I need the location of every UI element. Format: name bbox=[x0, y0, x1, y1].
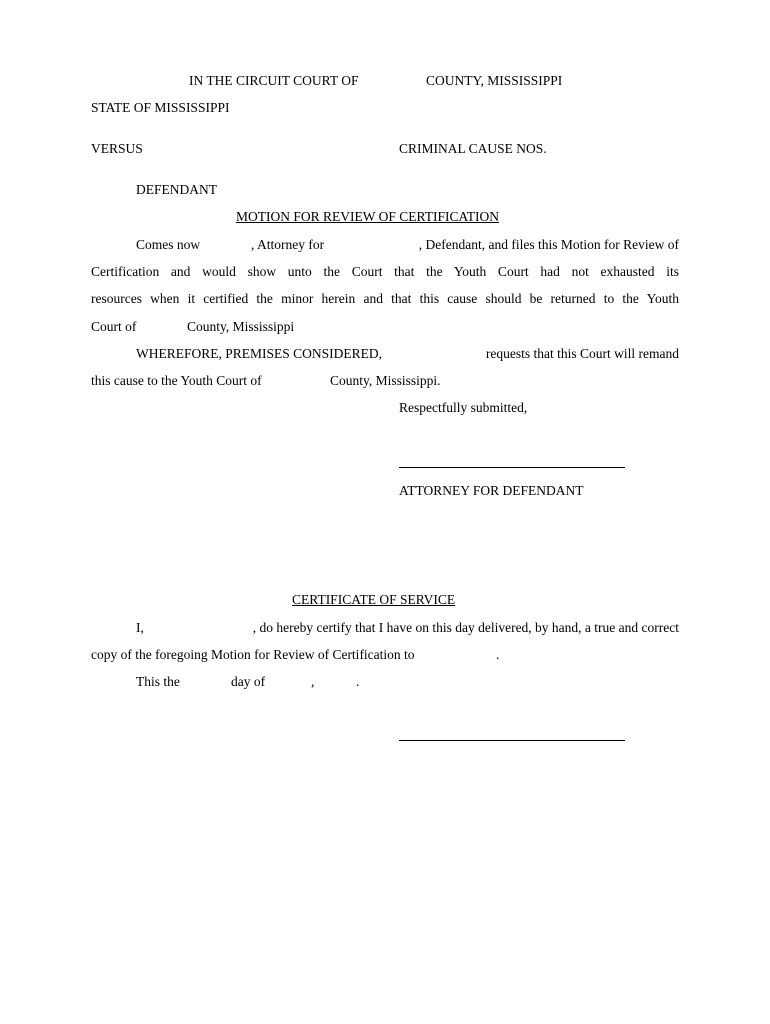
prayer-text: this cause to the Youth Court of bbox=[91, 373, 262, 388]
date-text: . bbox=[356, 674, 360, 689]
certificate-text: . bbox=[496, 647, 500, 662]
date-text: , bbox=[311, 674, 315, 689]
court-name-label: IN THE CIRCUIT COURT OF bbox=[189, 73, 359, 88]
signature-label: ATTORNEY FOR DEFENDANT bbox=[399, 483, 584, 498]
closing-text: Respectfully submitted, bbox=[399, 400, 528, 415]
prayer-text: County, Mississippi. bbox=[330, 373, 441, 388]
date-text: This the bbox=[136, 674, 180, 689]
defendant-label: DEFENDANT bbox=[136, 182, 217, 197]
motion-text: , Attorney for bbox=[251, 237, 325, 252]
motion-text: Comes now bbox=[136, 237, 201, 252]
motion-text: Certification and would show unto the Court that the Youth Court had not exhausted its bbox=[91, 264, 679, 279]
certificate-text: , do hereby certify that I have on this day delivered, by hand, a true and correct bbox=[252, 620, 679, 635]
versus-label: VERSUS bbox=[91, 141, 143, 156]
certificate-text: copy of the foregoing Motion for Review of Certification to bbox=[91, 647, 415, 662]
cause-number-label: CRIMINAL CAUSE NOS. bbox=[399, 141, 547, 156]
motion-text: Court of bbox=[91, 319, 137, 334]
motion-text: resources when it certified the minor herein and that this cause should be returned to the Youth bbox=[91, 291, 679, 306]
signature-line bbox=[399, 467, 625, 468]
prayer-text: requests that this Court will remand bbox=[485, 346, 679, 361]
court-county-label: COUNTY, MISSISSIPPI bbox=[426, 73, 563, 88]
certificate-text: I, bbox=[136, 620, 144, 635]
prayer-text: WHEREFORE, PREMISES CONSIDERED, bbox=[136, 346, 383, 361]
motion-text: , Defendant, and files this Motion for Review of bbox=[418, 237, 679, 252]
certificate-signature-line bbox=[399, 740, 625, 741]
motion-title: MOTION FOR REVIEW OF CERTIFICATION bbox=[236, 209, 499, 224]
certificate-title: CERTIFICATE OF SERVICE bbox=[292, 592, 456, 607]
motion-text: County, Mississippi bbox=[187, 319, 295, 334]
plaintiff-label: STATE OF MISSISSIPPI bbox=[91, 100, 230, 115]
date-text: day of bbox=[231, 674, 266, 689]
